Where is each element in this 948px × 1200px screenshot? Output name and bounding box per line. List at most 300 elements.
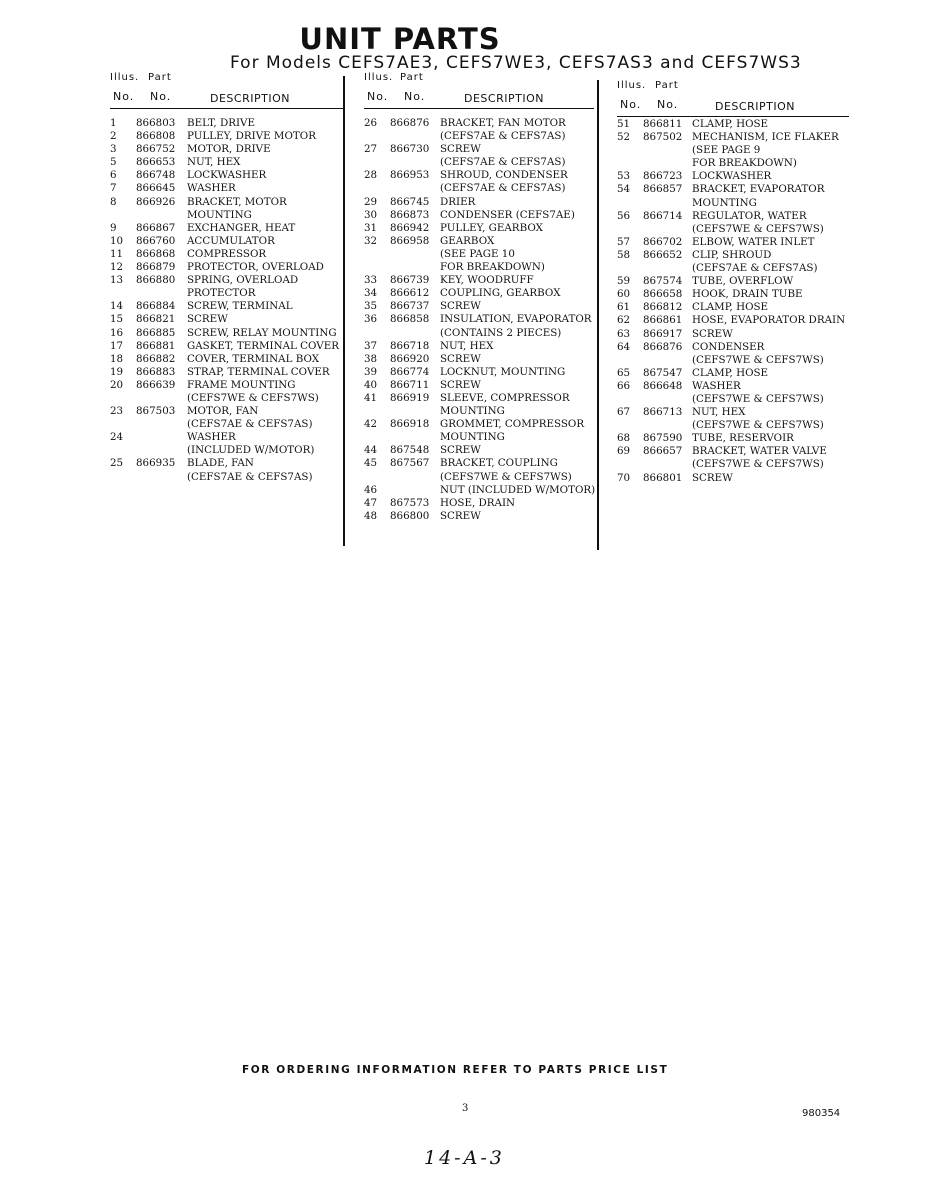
part-description: (INCLUDED W/MOTOR) — [187, 444, 315, 457]
part-no-header: No. — [657, 98, 679, 111]
part-description: SLEEVE, COMPRESSOR — [440, 391, 570, 404]
illus-number: 45 — [364, 457, 378, 470]
part-number: 866920 — [390, 352, 430, 365]
part-description: SPRING, OVERLOAD — [187, 274, 299, 287]
illus-number: 41 — [364, 391, 378, 404]
part-number: 866639 — [136, 378, 176, 391]
part-description: (CEFS7AE & CEFS7AS) — [187, 470, 313, 483]
table-row — [617, 445, 849, 458]
table-row — [110, 444, 345, 457]
part-number: 866918 — [390, 418, 430, 431]
part-description: CLAMP, HOSE — [692, 301, 769, 314]
part-description: (CEFS7AE & CEFS7AS) — [440, 182, 566, 195]
illus-number: 60 — [617, 288, 631, 301]
table-row — [110, 418, 345, 431]
illus-number: 7 — [110, 182, 117, 195]
table-row — [364, 379, 602, 392]
illus-number: 47 — [364, 496, 378, 509]
table-row — [110, 300, 345, 313]
illus-no-header: No. — [113, 90, 135, 103]
part-number: 866803 — [136, 117, 176, 129]
part-description: SCREW, TERMINAL — [187, 300, 293, 313]
table-row — [617, 170, 849, 183]
table-row — [110, 379, 345, 392]
part-number: 866723 — [643, 170, 683, 183]
table-row — [110, 340, 345, 353]
illus-number: 18 — [110, 352, 124, 365]
part-description: GEARBOX — [440, 234, 495, 247]
part-description: SCREW — [440, 444, 481, 457]
part-description: SCREW — [187, 313, 228, 326]
illus-number: 66 — [617, 379, 631, 392]
table-row — [110, 169, 345, 182]
table-row — [110, 248, 345, 261]
table-row — [364, 222, 602, 235]
part-description: PROTECTOR — [187, 287, 256, 300]
table-row — [364, 287, 602, 300]
table-row — [617, 341, 849, 354]
part-description: (CEFS7AE & CEFS7AS) — [187, 418, 313, 431]
part-description: GROMMET, COMPRESSOR — [440, 418, 585, 431]
illus-number: 53 — [617, 170, 631, 183]
illus-number: 42 — [364, 418, 378, 431]
illus-number: 23 — [110, 405, 124, 418]
parts-column-2 — [364, 72, 602, 523]
illus-number: 69 — [617, 445, 631, 458]
document-id: 980354 — [802, 1108, 841, 1119]
part-number: 866760 — [136, 234, 176, 247]
illus-number: 8 — [110, 195, 117, 208]
table-row — [110, 313, 345, 326]
table-row — [617, 275, 849, 288]
part-description: HOSE, DRAIN — [440, 496, 516, 509]
part-number: 866858 — [390, 313, 430, 326]
part-description: WASHER — [692, 379, 741, 392]
illus-number: 70 — [617, 471, 631, 484]
column-divider — [343, 76, 345, 546]
table-row — [617, 288, 849, 301]
illus-number: 63 — [617, 327, 631, 340]
part-number: 866861 — [643, 314, 683, 327]
parts-list — [110, 117, 345, 484]
part-description: NUT, HEX — [692, 406, 746, 419]
header-rule — [364, 108, 594, 109]
table-row — [364, 366, 602, 379]
part-no-header: No. — [150, 90, 172, 103]
table-row — [110, 287, 345, 300]
illus-number: 6 — [110, 169, 117, 182]
table-row — [617, 328, 849, 341]
illus-number: 34 — [364, 287, 378, 300]
table-row — [617, 131, 849, 144]
illus-number: 39 — [364, 365, 378, 378]
table-row — [364, 327, 602, 340]
illus-number: 37 — [364, 339, 378, 352]
table-row — [110, 235, 345, 248]
part-number: 866718 — [390, 339, 430, 352]
table-row — [364, 340, 602, 353]
part-number: 866857 — [643, 183, 683, 196]
page-title: UNIT PARTS — [299, 22, 501, 56]
table-row — [617, 144, 849, 157]
part-number: 866880 — [136, 274, 176, 287]
part-number: 866748 — [136, 169, 176, 182]
table-row — [110, 392, 345, 405]
table-row — [110, 261, 345, 274]
illus-header: Illus. — [617, 80, 647, 91]
table-row — [617, 301, 849, 314]
illus-number: 32 — [364, 234, 378, 247]
part-description: FOR BREAKDOWN) — [440, 261, 545, 274]
table-row — [364, 497, 602, 510]
header-rule — [617, 116, 849, 117]
part-description: CLAMP, HOSE — [692, 118, 769, 130]
illus-number: 14 — [110, 300, 124, 313]
part-description: COVER, TERMINAL BOX — [187, 352, 320, 365]
part-description: PROTECTOR, OVERLOAD — [187, 261, 324, 274]
parts-list — [617, 118, 849, 485]
illus-number: 57 — [617, 235, 631, 248]
part-description: SCREW — [692, 471, 733, 484]
part-number: 866745 — [390, 195, 430, 208]
illus-number: 61 — [617, 301, 631, 314]
part-number: 866882 — [136, 352, 176, 365]
part-number: 866702 — [643, 235, 683, 248]
illus-number: 65 — [617, 366, 631, 379]
part-description: HOOK, DRAIN TUBE — [692, 288, 803, 301]
part-description: MOUNTING — [187, 208, 252, 221]
part-description: SCREW — [440, 300, 481, 313]
illus-number: 58 — [617, 248, 631, 261]
part-description: BRACKET, COUPLING — [440, 457, 558, 470]
part-description: WASHER — [187, 431, 236, 444]
table-row — [110, 431, 345, 444]
table-row — [617, 249, 849, 262]
illus-number: 17 — [110, 339, 124, 352]
illus-number: 27 — [364, 143, 378, 156]
part-description: PULLEY, DRIVE MOTOR — [187, 130, 316, 143]
table-row — [110, 222, 345, 235]
part-description: COUPLING, GEARBOX — [440, 287, 561, 300]
part-description: BRACKET, WATER VALVE — [692, 445, 827, 458]
part-description: NUT (INCLUDED W/MOTOR) — [440, 483, 596, 496]
illus-number: 44 — [364, 444, 378, 457]
part-number: 866953 — [390, 169, 430, 182]
illus-no-header: No. — [367, 90, 389, 103]
illus-number: 68 — [617, 432, 631, 445]
part-number: 866917 — [643, 327, 683, 340]
part-description: KEY, WOODRUFF — [440, 274, 534, 287]
part-description: LOCKNUT, MOUNTING — [440, 365, 566, 378]
part-description: SHROUD, CONDENSER — [440, 169, 568, 182]
part-number: 866867 — [136, 221, 176, 234]
table-row — [364, 484, 602, 497]
part-description: (CEFS7WE & CEFS7WS) — [692, 419, 824, 432]
part-description: (CONTAINS 2 PIECES) — [440, 326, 562, 339]
illus-number: 30 — [364, 208, 378, 221]
table-row — [364, 143, 602, 156]
part-description: ACCUMULATOR — [187, 234, 275, 247]
part-description: HOSE, EVAPORATOR DRAIN — [692, 314, 846, 327]
table-row — [110, 209, 345, 222]
part-description: (CEFS7WE & CEFS7WS) — [692, 353, 824, 366]
part-description: (CEFS7AE & CEFS7AS) — [440, 156, 566, 169]
part-description: SCREW — [440, 352, 481, 365]
part-description: CONDENSER — [692, 340, 765, 353]
illus-number: 15 — [110, 313, 124, 326]
illus-number: 11 — [110, 247, 124, 260]
part-description: (CEFS7WE & CEFS7WS) — [187, 391, 319, 404]
part-header: Part — [655, 80, 679, 91]
table-row — [110, 156, 345, 169]
part-description: GASKET, TERMINAL COVER — [187, 339, 339, 352]
illus-number: 33 — [364, 274, 378, 287]
part-number: 866811 — [643, 118, 683, 130]
part-number: 866730 — [390, 143, 430, 156]
illus-number: 29 — [364, 195, 378, 208]
table-row — [110, 457, 345, 470]
illus-number: 13 — [110, 274, 124, 287]
column-header — [364, 72, 602, 110]
illus-number: 31 — [364, 221, 378, 234]
part-description: LOCKWASHER — [187, 169, 267, 182]
part-description: WASHER — [187, 182, 236, 195]
part-number: 866737 — [390, 300, 430, 313]
table-row — [617, 183, 849, 196]
part-description: SCREW — [692, 327, 733, 340]
part-number: 867567 — [390, 457, 430, 470]
part-number: 866739 — [390, 274, 430, 287]
part-number: 866926 — [136, 195, 176, 208]
part-number: 866653 — [136, 156, 176, 169]
page-number: 3 — [462, 1103, 469, 1114]
table-row — [110, 143, 345, 156]
table-row — [617, 419, 849, 432]
table-row — [364, 196, 602, 209]
illus-number: 64 — [617, 340, 631, 353]
table-row — [364, 117, 602, 130]
illus-number: 19 — [110, 365, 124, 378]
part-description: (CEFS7AE & CEFS7AS) — [440, 130, 566, 143]
table-row — [110, 405, 345, 418]
table-row — [364, 261, 602, 274]
table-row — [110, 196, 345, 209]
part-description: FRAME MOUNTING — [187, 378, 296, 391]
part-number: 866873 — [390, 208, 430, 221]
part-number: 866868 — [136, 247, 176, 260]
part-description: TUBE, RESERVOIR — [692, 432, 794, 445]
table-row — [617, 472, 849, 485]
part-description: (SEE PAGE 9 — [692, 144, 761, 157]
table-row — [617, 262, 849, 275]
illus-number: 20 — [110, 378, 124, 391]
table-row — [617, 223, 849, 236]
table-row — [617, 197, 849, 210]
part-number: 866713 — [643, 406, 683, 419]
table-row — [617, 157, 849, 170]
part-number: 867547 — [643, 366, 683, 379]
part-description: PULLEY, GEARBOX — [440, 221, 543, 234]
part-description: BELT, DRIVE — [187, 117, 256, 129]
part-description: MOTOR, FAN — [187, 405, 259, 418]
table-row — [617, 393, 849, 406]
part-description: CLIP, SHROUD — [692, 248, 772, 261]
part-description: SCREW, RELAY MOUNTING — [187, 326, 337, 339]
part-number: 866658 — [643, 288, 683, 301]
part-description: NUT, HEX — [440, 339, 494, 352]
table-row — [110, 353, 345, 366]
part-number: 866711 — [390, 378, 430, 391]
illus-number: 48 — [364, 509, 378, 522]
table-row — [617, 236, 849, 249]
table-row — [364, 431, 602, 444]
illus-header: Illus. — [110, 72, 140, 83]
part-number: 867573 — [390, 496, 430, 509]
illus-number: 10 — [110, 234, 124, 247]
illus-header: Illus. — [364, 72, 394, 83]
illus-number: 40 — [364, 378, 378, 391]
parts-list — [364, 117, 602, 523]
part-description: SCREW — [440, 509, 481, 522]
part-description: STRAP, TERMINAL COVER — [187, 365, 330, 378]
table-row — [617, 354, 849, 367]
part-number: 867503 — [136, 405, 176, 418]
handwritten-note: 14-A-3 — [424, 1147, 505, 1169]
table-row — [364, 235, 602, 248]
part-number: 866884 — [136, 300, 176, 313]
part-description: REGULATOR, WATER — [692, 209, 807, 222]
table-row — [364, 300, 602, 313]
part-description: MOUNTING — [692, 196, 757, 209]
table-row — [617, 380, 849, 393]
part-number: 866881 — [136, 339, 176, 352]
part-description: MOUNTING — [440, 431, 505, 444]
table-row — [364, 418, 602, 431]
description-header: DESCRIPTION — [464, 92, 544, 105]
header-rule — [110, 108, 345, 109]
part-description: CONDENSER (CEFS7AE) — [440, 208, 575, 221]
illus-number: 54 — [617, 183, 631, 196]
part-number: 866652 — [643, 248, 683, 261]
part-description: (CEFS7WE & CEFS7WS) — [692, 458, 824, 471]
table-row — [110, 471, 345, 484]
part-description: (CEFS7AE & CEFS7AS) — [692, 262, 818, 275]
part-description: MECHANISM, ICE FLAKER — [692, 131, 839, 144]
illus-number: 16 — [110, 326, 124, 339]
part-description: BRACKET, FAN MOTOR — [440, 117, 566, 129]
table-row — [617, 458, 849, 471]
table-row — [364, 444, 602, 457]
table-row — [364, 130, 602, 143]
part-number: 866876 — [643, 340, 683, 353]
part-number: 866876 — [390, 117, 430, 129]
illus-number: 26 — [364, 117, 378, 129]
part-number: 866657 — [643, 445, 683, 458]
table-row — [364, 313, 602, 326]
part-number: 866752 — [136, 143, 176, 156]
part-description: EXCHANGER, HEAT — [187, 221, 296, 234]
part-header: Part — [400, 72, 424, 83]
table-row — [617, 210, 849, 223]
part-number: 867590 — [643, 432, 683, 445]
parts-column-3 — [617, 80, 849, 485]
part-description: BLADE, FAN — [187, 457, 254, 470]
illus-number: 52 — [617, 131, 631, 144]
illus-number: 36 — [364, 313, 378, 326]
table-row — [364, 405, 602, 418]
part-number: 866883 — [136, 365, 176, 378]
table-row — [617, 432, 849, 445]
illus-number: 46 — [364, 483, 378, 496]
part-description: INSULATION, EVAPORATOR — [440, 313, 592, 326]
table-row — [110, 182, 345, 195]
part-no-header: No. — [404, 90, 426, 103]
part-description: MOTOR, DRIVE — [187, 143, 271, 156]
part-description: FOR BREAKDOWN) — [692, 157, 797, 170]
part-description: DRIER — [440, 195, 476, 208]
part-description: LOCKWASHER — [692, 170, 772, 183]
parts-column-1 — [110, 72, 345, 484]
part-number: 866645 — [136, 182, 176, 195]
part-number: 867502 — [643, 131, 683, 144]
illus-number: 12 — [110, 261, 124, 274]
illus-number: 35 — [364, 300, 378, 313]
part-description: (CEFS7WE & CEFS7WS) — [692, 392, 824, 405]
table-row — [617, 406, 849, 419]
part-number: 866942 — [390, 221, 430, 234]
table-row — [364, 274, 602, 287]
illus-number: 5 — [110, 156, 117, 169]
part-number: 866808 — [136, 130, 176, 143]
illus-number: 24 — [110, 431, 124, 444]
table-row — [364, 510, 602, 523]
part-number: 866812 — [643, 301, 683, 314]
illus-number: 28 — [364, 169, 378, 182]
table-row — [110, 274, 345, 287]
illus-number: 38 — [364, 352, 378, 365]
description-header: DESCRIPTION — [210, 92, 290, 105]
table-row — [617, 118, 849, 131]
part-description: CLAMP, HOSE — [692, 366, 769, 379]
part-number: 866774 — [390, 365, 430, 378]
part-number: 866800 — [390, 509, 430, 522]
table-row — [364, 392, 602, 405]
part-description: TUBE, OVERFLOW — [692, 275, 794, 288]
illus-number: 25 — [110, 457, 124, 470]
illus-number: 59 — [617, 275, 631, 288]
table-row — [110, 327, 345, 340]
part-number: 866821 — [136, 313, 176, 326]
illus-number: 3 — [110, 143, 117, 156]
part-description: (SEE PAGE 10 — [440, 247, 515, 260]
part-header: Part — [148, 72, 172, 83]
illus-number: 56 — [617, 209, 631, 222]
part-number: 866919 — [390, 391, 430, 404]
table-row — [110, 130, 345, 143]
table-row — [110, 117, 345, 130]
part-number: 867574 — [643, 275, 683, 288]
table-row — [617, 314, 849, 327]
part-description: (CEFS7WE & CEFS7WS) — [692, 222, 824, 235]
part-description: COMPRESSOR — [187, 247, 267, 260]
column-divider — [597, 80, 599, 550]
illus-number: 62 — [617, 314, 631, 327]
illus-number: 51 — [617, 118, 631, 130]
table-row — [364, 209, 602, 222]
illus-number: 9 — [110, 221, 117, 234]
part-description: SCREW — [440, 143, 481, 156]
part-number: 866648 — [643, 379, 683, 392]
